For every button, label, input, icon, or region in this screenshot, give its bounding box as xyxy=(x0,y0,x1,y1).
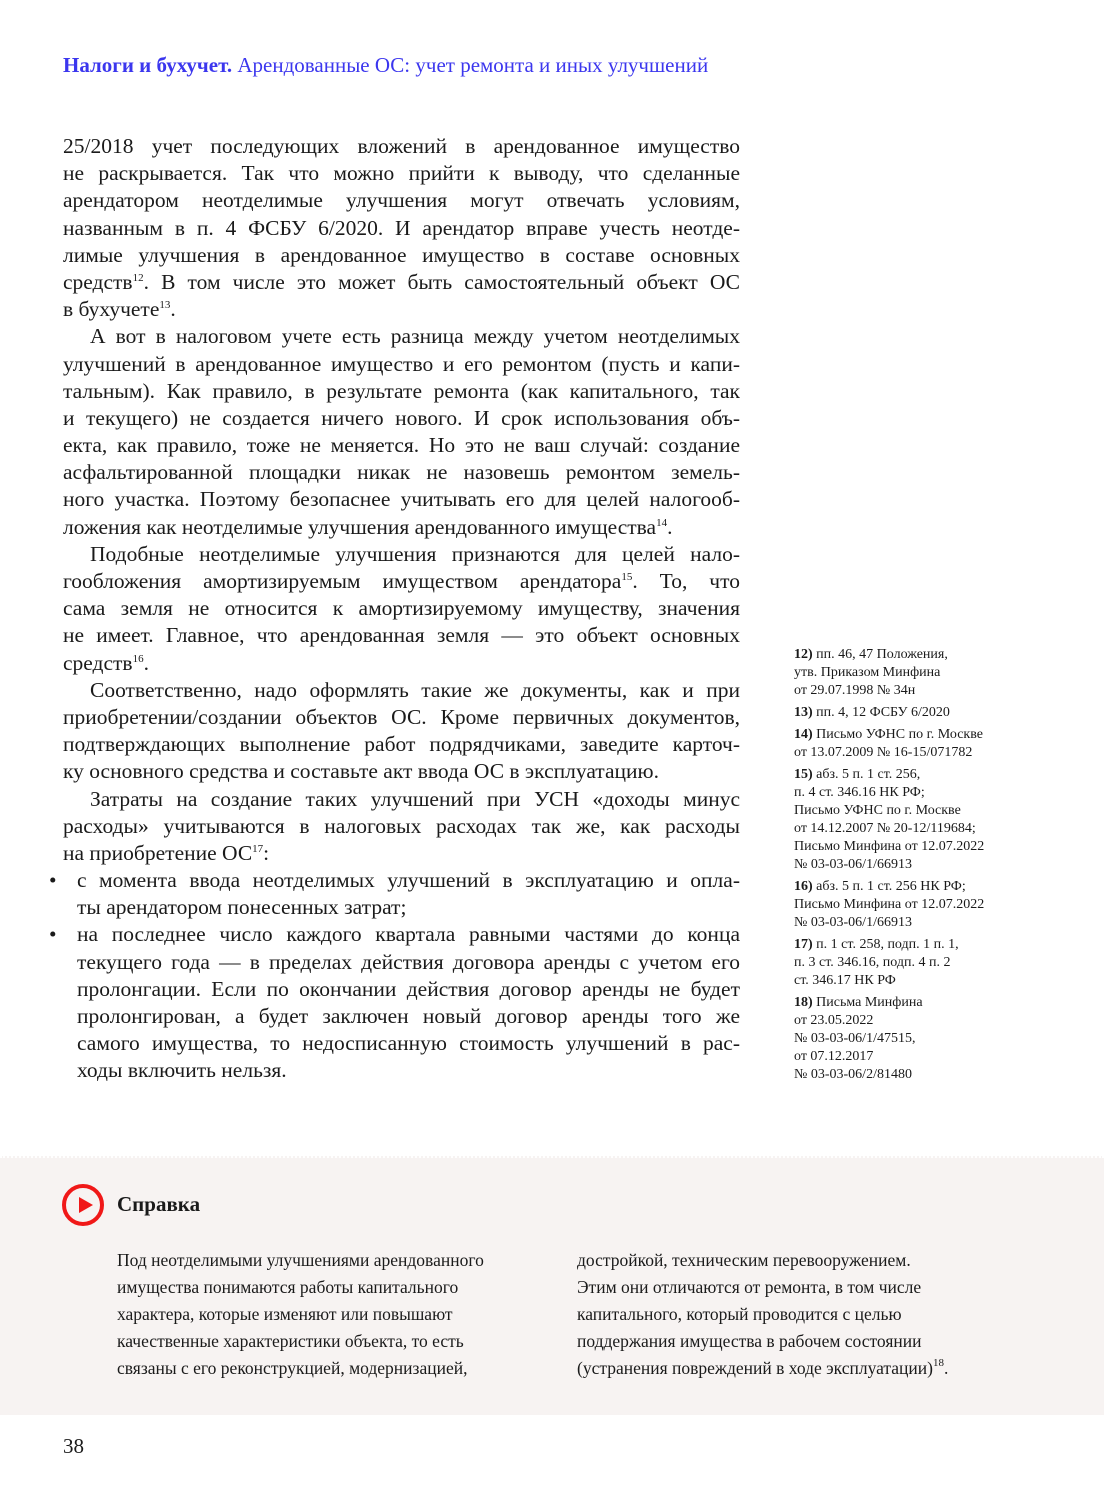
text-line: приобретении/создании объектов ОС. Кроме первичных документов, xyxy=(63,704,740,729)
footnotes xyxy=(794,646,1054,1088)
footnote: 18) Письма Минфина от 23.05.2022 № 03-03-06/1/47515, от 07.12.2017 № 03-03-06/2/81480 xyxy=(794,995,923,1082)
text-line: асфальтированной площадки никак не назовешь ремонтом земель- xyxy=(63,460,740,485)
footnote-ref: 13 xyxy=(159,299,171,312)
page-number: 38 xyxy=(63,1434,84,1458)
footnote: 12) пп. 46, 47 Положения, утв. Приказом Минфина от 29.07.1998 № 34н xyxy=(794,647,948,698)
paragraph xyxy=(63,677,740,786)
reference-right-column xyxy=(577,1247,948,1382)
text-line: сама земля не относится к амортизируемому имуществу, значения xyxy=(63,596,740,621)
text-line: капитального, который проводится с целью xyxy=(577,1304,902,1324)
running-header xyxy=(63,53,708,78)
text-line: Затраты на создание таких улучшений при УСН «доходы минус xyxy=(90,786,740,811)
text-line: средств$^{16}$. xyxy=(63,650,149,675)
header-title: Арендованные ОС: учет ремонта и иных улучшений xyxy=(237,53,709,77)
footnote: 13) пп. 4, 12 ФСБУ 6/2020 xyxy=(794,705,950,720)
text-line: и текущего) не создается ничего нового. И срок использования объ- xyxy=(63,405,740,430)
text-line: улучшений в арендованное имущество и его ремонтом (пусть и капи- xyxy=(63,351,740,376)
text-line: • с момента ввода неотделимых улучшений в эксплуатацию и опла- xyxy=(63,867,740,894)
text-line: имущества понимаются работы капитального xyxy=(117,1277,459,1297)
text-line: средств$^{12}$. В том числе это может быть самостоятельный объект ОС xyxy=(63,269,740,294)
footnote: 16) абз. 5 п. 1 ст. 256 НК РФ; Письмо Минфина от 12.07.2022 № 03-03-06/1/66913 xyxy=(794,879,985,930)
text-line: характера, которые изменяют или повышают xyxy=(117,1304,453,1324)
text-line: 25/2018 учет последующих вложений в арендованное имущество xyxy=(63,134,740,158)
text-line: пролонгации. Если по окончании действия договор аренды не будет xyxy=(77,976,740,1001)
text-line: связаны с его реконструкцией, модернизацией, xyxy=(117,1358,468,1378)
text-line: расходы» учитываются в налоговых расходах так же, как расходы xyxy=(63,813,740,838)
footnote-ref: 15 xyxy=(621,571,633,583)
text-line: ного участка. Поэтому безопаснее учитывать его для целей налогооб- xyxy=(63,487,740,512)
reference-box xyxy=(0,1156,1104,1415)
text-line: достройкой, техническим перевооружением. xyxy=(577,1250,911,1270)
text-line: А вот в налоговом учете есть разница между учетом неотделимых xyxy=(90,324,740,349)
text-line: ты арендатором понесенных затрат; xyxy=(77,895,407,920)
paragraph xyxy=(63,323,740,541)
bullet-item xyxy=(49,921,740,1084)
text-line: самого имущества, то недосписанную стоимость улучшений в рас- xyxy=(77,1031,740,1056)
footnote-ref: 16 xyxy=(132,652,144,665)
text-line: ходы включить нельзя. xyxy=(77,1058,287,1083)
text-line: подтверждающих выполнение работ подрядчиками, заведите карточ- xyxy=(63,732,740,757)
footnote-ref: 14 xyxy=(656,516,668,529)
text-line: не раскрывается. Так что можно прийти к выводу, что сделанные xyxy=(63,161,740,186)
text-line: на приобретение ОС$^{17}$: xyxy=(63,840,270,865)
footnote-ref: 18 xyxy=(932,1357,944,1369)
text-line: текущего года — в пределах действия договора аренды с учетом его xyxy=(77,949,740,974)
footnote-ref: 17 xyxy=(252,842,264,855)
footnote: 17) п. 1 ст. 258, подп. 1 п. 1, п. 3 ст. 346.16, подп. 4 п. 2 ст. 346.17 НК РФ xyxy=(794,937,959,988)
text-line: лимые улучшения в арендованное имущество в составе основных xyxy=(63,242,740,267)
text-line: ку основного средства и составьте акт ввода ОС в эксплуатацию. xyxy=(63,759,659,784)
text-line: в бухучете$^{13}$. xyxy=(63,297,176,322)
text-line: не имеет. Главное, что арендованная земля — это объект основных xyxy=(63,623,740,648)
text-line: поддержания имущества в рабочем состоянии xyxy=(577,1331,922,1351)
paragraph xyxy=(63,133,740,323)
bullet-icon: • xyxy=(49,868,57,893)
text-line: арендатором неотделимые улучшения могут отвечать условиям, xyxy=(63,188,740,213)
footnote-ref: 12 xyxy=(132,271,144,284)
header-section: Налоги и бухучет. xyxy=(63,53,233,77)
footnote: 14) Письмо УФНС по г. Москве от 13.07.2009 № 16-15/071782 xyxy=(794,727,983,760)
text-line: пролонгирован, а будет заключен новый договор аренды того же xyxy=(77,1004,740,1028)
text-line: • на последнее число каждого квартала равными частями до конца xyxy=(63,921,740,948)
reference-left-column xyxy=(117,1247,484,1382)
bullet-item xyxy=(49,867,740,921)
text-line: тальным). Как правило, в результате ремонта (как капитального, так xyxy=(63,378,740,403)
text-line: екта, как правило, тоже не меняется. Но это не ваш случай: создание xyxy=(63,433,740,458)
footnote: 15) абз. 5 п. 1 ст. 256, п. 4 ст. 346.16 НК РФ; Письмо УФНС по г. Москве от 14.12.2007 № 20-12/119684; Письмо Минфина от 12.07.2022 № 03-03-06/1/66913 xyxy=(794,767,985,872)
text-line: гообложения амортизируемым имуществом арендатора$^{15}$. То, что xyxy=(63,569,740,593)
text-line: Под неотделимыми улучшениями арендованного xyxy=(117,1250,484,1270)
text-line: качественные характеристики объекта, то есть xyxy=(117,1331,464,1351)
text-line: Соответственно, надо оформлять такие же документы, как и при xyxy=(90,677,740,702)
reference-title: Справка xyxy=(117,1192,201,1216)
text-line: Этим они отличаются от ремонта, в том числе xyxy=(577,1277,922,1297)
text-line: Подобные неотделимые улучшения признаются для целей нало- xyxy=(90,541,740,566)
paragraph xyxy=(63,541,740,677)
text-line: названным в п. 4 ФСБУ 6/2020. И арендатор вправе учесть неотде- xyxy=(63,215,740,240)
paragraph xyxy=(63,786,740,868)
article-body xyxy=(49,133,740,1085)
text-line: ложения как неотделимые улучшения арендованного имущества$^{14}$. xyxy=(63,514,673,539)
text-line: (устранения повреждений в ходе эксплуатации)$^{18}$. xyxy=(577,1357,949,1378)
bullet-icon: • xyxy=(49,922,57,947)
play-circle-icon xyxy=(62,1184,104,1226)
